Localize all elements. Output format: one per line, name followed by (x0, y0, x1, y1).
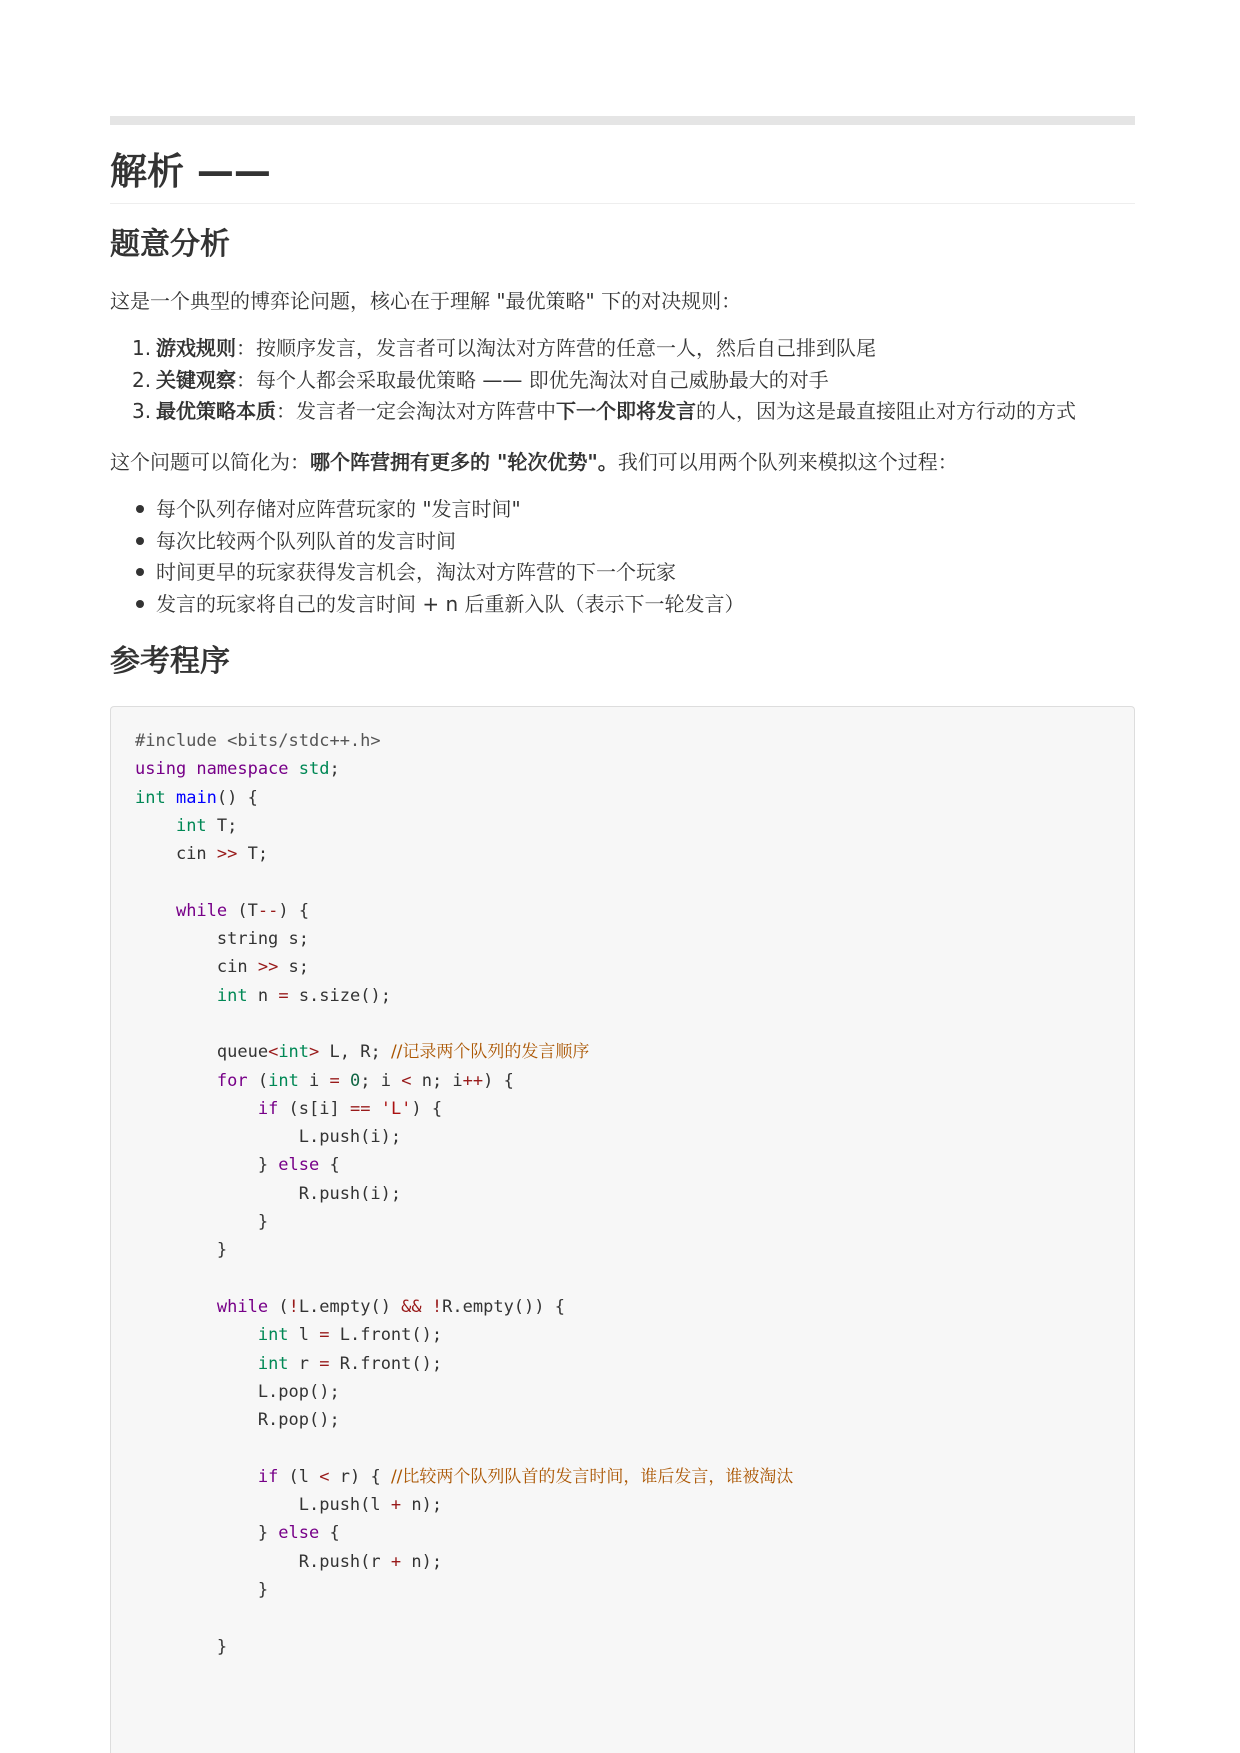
approach-list (110, 494, 745, 620)
intro-paragraph: 这是一个典型的博弈论问题，核心在于理解 "最优策略" 下的对决规则： (110, 289, 742, 313)
list-item: 1. 游戏规则：按顺序发言，发言者可以淘汰对方阵营的任意一人，然后自己排到队尾 (132, 336, 876, 360)
list-item: 每次比较两个队列队首的发言时间 (110, 526, 745, 558)
bullet-icon (136, 568, 144, 576)
list-item: 发言的玩家将自己的发言时间 + n 后重新入队（表示下一轮发言） (110, 589, 745, 621)
bullet-icon (136, 505, 144, 513)
list-item: 2. 关键观察：每个人都会采取最优策略 —— 即优先淘汰对自己威胁最大的对手 (132, 367, 829, 392)
rules-list (110, 333, 1076, 428)
code-comment: //记录两个队列的发言顺序 (390, 1042, 590, 1063)
code-block[interactable] (110, 706, 1135, 1753)
bullet-icon (136, 600, 144, 608)
top-divider (110, 116, 1135, 125)
page-title: 解析 —— (110, 150, 271, 193)
code-comment: //比较两个队列队首的发言时间，谁后发言，谁被淘汰 (390, 1466, 794, 1487)
list-item: 时间更早的玩家获得发言机会，淘汰对方阵营的下一个玩家 (110, 557, 745, 589)
list-item: 3. 最优策略本质：发言者一定会淘汰对方阵营中下一个即将发言的人，因为这是最直接阻止对方行动的方式 (132, 399, 1076, 423)
section-heading-code: 参考程序 (110, 644, 230, 679)
code-content: #include <bits/stdc++.h> using namespace std; int main() { int T; cin >> T; while (T--) { string s; cin >> s; int n = s.size(); queue<int> L, R; //记录两个队列的发言顺序 for (int i = 0; i < n; i++) { if (s[i] == 'L') { L.push(i); } else { R.push(i); } } while (!L.empty() && !R.empty()) { int l = L.front(); int r = R.front(); L.pop(); R.pop(); if (l < r) { //比较两个队列队首的发言时间，谁后发言，谁被淘汰 L.push(l + n); } else { R.push(r + n); } } (135, 731, 794, 1657)
section-heading-analysis: 题意分析 (110, 227, 230, 262)
bullet-icon (136, 537, 144, 545)
list-item: 每个队列存储对应阵营玩家的 "发言时间" (110, 494, 745, 526)
simplify-paragraph: 这个问题可以简化为：哪个阵营拥有更多的 "轮次优势"。我们可以用两个队列来模拟这个过程： (110, 450, 958, 474)
title-divider (110, 203, 1135, 204)
